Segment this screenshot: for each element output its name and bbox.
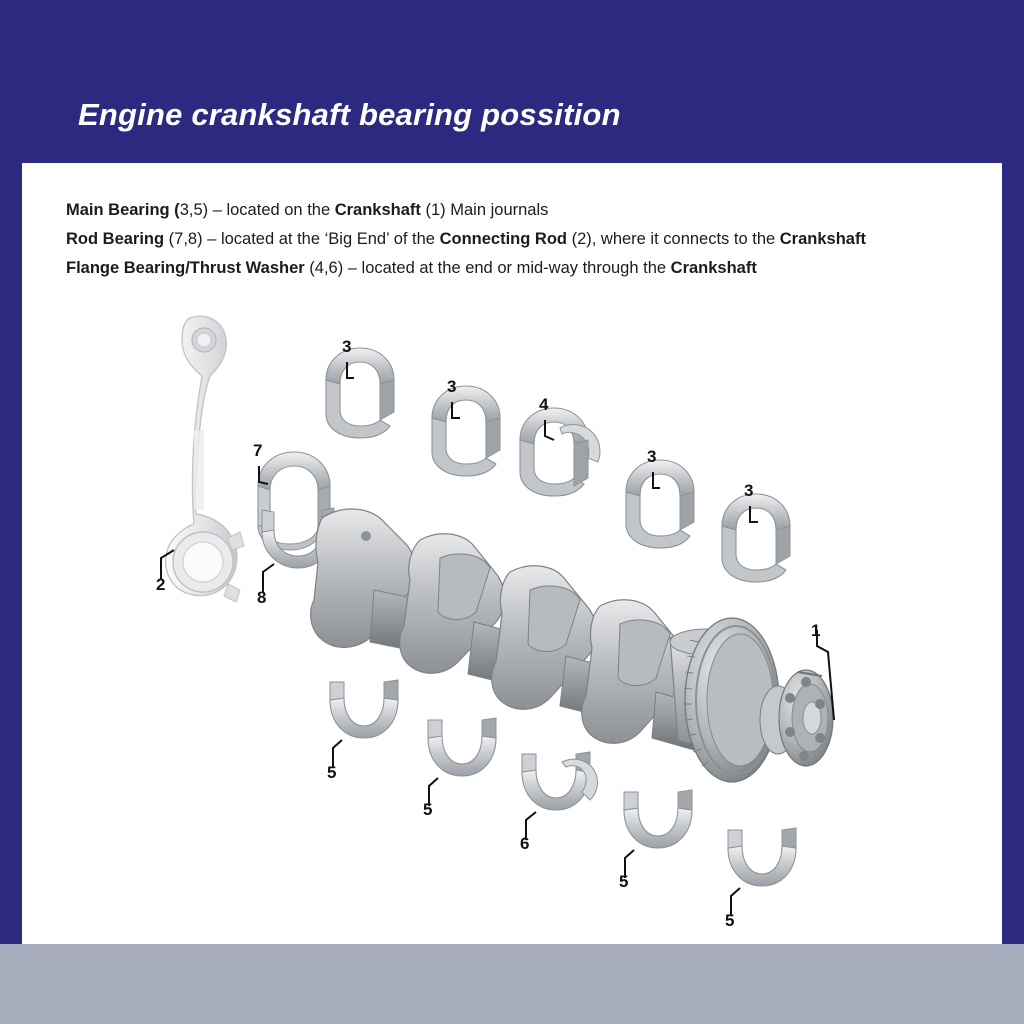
footer-bar-fill: [0, 944, 1024, 1024]
callout-3-d: 3: [744, 481, 754, 500]
callout-5-a: 5: [327, 763, 337, 782]
callout-6: 6: [520, 834, 530, 853]
header-banner: [0, 0, 1024, 163]
description-line-rod-bearing: Rod Bearing (7,8) – located at the ‘Big End’ of the Connecting Rod (2), where it connects to the Crankshaft: [66, 230, 866, 248]
callout-3-b: 3: [447, 377, 457, 396]
exploded-crankshaft-bearing-diagram: [22, 300, 1002, 940]
thrust-washer-lower: [522, 752, 597, 810]
main-bearing-shell-upper-2: [432, 386, 500, 476]
footer-bar: [0, 944, 1024, 1024]
callout-5-c: 5: [619, 872, 629, 891]
main-bearing-shell-upper-1: [326, 348, 394, 438]
main-bearing-shell-lower-4: [728, 828, 796, 886]
callout-1: 1: [811, 621, 821, 640]
page-title: Engine crankshaft bearing possition: [78, 97, 621, 132]
callout-4: 4: [539, 395, 549, 414]
flywheel-ring-gear: [684, 618, 833, 782]
main-bearing-shell-lower-2: [428, 718, 496, 776]
description-block: [66, 196, 986, 283]
callout-7: 7: [253, 441, 263, 460]
callout-3-a: 3: [342, 337, 352, 356]
main-bearing-shell-upper-4: [722, 494, 790, 582]
main-bearing-shell-lower-1: [330, 680, 398, 738]
connecting-rod: [166, 316, 244, 602]
thrust-washer-upper: [520, 408, 600, 496]
description-line-flange-bearing: Flange Bearing/Thrust Washer (4,6) – located at the end or mid-way through the Crankshaft: [66, 259, 757, 277]
callout-8: 8: [257, 588, 267, 607]
callout-3-c: 3: [647, 447, 657, 466]
callout-5-d: 5: [725, 911, 735, 930]
callout-2: 2: [156, 575, 166, 594]
callout-5-b: 5: [423, 800, 433, 819]
main-bearing-shell-upper-3: [626, 460, 694, 548]
description-line-main-bearing: Main Bearing (3,5) – located on the Crankshaft (1) Main journals: [66, 201, 549, 219]
main-bearing-shell-lower-3: [624, 790, 692, 848]
